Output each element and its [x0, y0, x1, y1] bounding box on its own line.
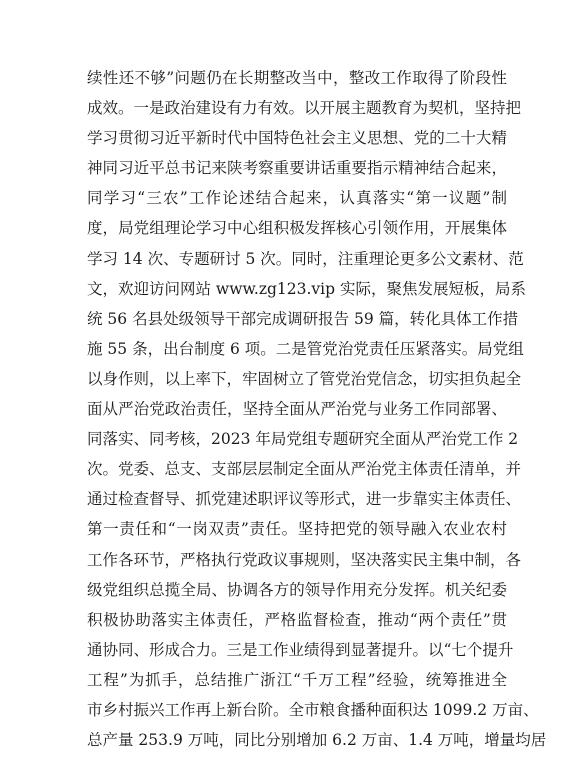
- text-line: 学习贯彻习近平新时代中国特色社会主义思想、党的二十大精: [87, 129, 507, 148]
- text-line: 度，局党组理论学习中心组积极发挥核心引领作用，开展集体: [87, 219, 507, 238]
- text-line: 同学习“三农”工作论述结合起来，认真落实“第一议题”制: [87, 189, 507, 208]
- text-line: 统 56 名县处级领导干部完成调研报告 59 篇，转化具体工作措: [87, 309, 519, 328]
- text-line: 通过检查督导、抓党建述职评议等形式，进一步靠实主体责任、: [87, 490, 522, 509]
- text-line: 神同习近平总书记来陕考察重要讲话重要指示精神结合起来，: [87, 159, 507, 178]
- text-line: 学习 14 次、专题研讨 5 次。同时，注重理论更多公文素材、范: [87, 249, 524, 268]
- text-line: 次。党委、总支、支部层层制定全面从严治党主体责任清单，并: [87, 460, 522, 479]
- text-line: 工作各环节，严格执行党政议事规则，坚决落实民主集中制，各: [87, 550, 522, 569]
- text-line: 工程”为抓手，总结推广浙江“千万工程”经验，统筹推进全: [87, 670, 507, 689]
- text-line: 续性还不够”问题仍在长期整改当中，整改工作取得了阶段性: [87, 69, 507, 87]
- text-line: 级党组织总揽全局、协调各方的领导作用充分发挥。机关纪委: [87, 580, 507, 599]
- text-line: 施 55 条，出台制度 6 项。二是管党治党责任压紧落实。局党组: [87, 339, 524, 358]
- text-line: 成效。一是政治建设有力有效。以开展主题教育为契机，坚持把: [87, 99, 522, 118]
- text-line: 总产量 253.9 万吨，同比分别增加 6.2 万亩、1.4 万吨，增量均居: [87, 731, 547, 750]
- text-line: 通协同、形成合力。三是工作业绩得到显著提升。以“七个提升: [87, 640, 514, 659]
- text-line: 面从严治党政治责任，坚持全面从严治党与业务工作同部署、: [87, 400, 507, 419]
- text-line: 积极协助落实主体责任，严格监督检查，推动“两个责任”贯: [87, 610, 507, 629]
- text-line: 第一责任和“一岗双责”责任。坚持把党的领导融入农业农村: [87, 520, 507, 539]
- text-line: 同落实、同考核，2023 年局党组专题研究全面从严治党工作 2: [87, 430, 519, 449]
- text-line: 市乡村振兴工作再上新台阶。全市粮食播种面积达 1099.2 万亩、: [87, 700, 539, 719]
- text-line: 文，欢迎访问网站 www.zg123.vip 实际，聚焦发展短板，局系: [87, 279, 526, 298]
- text-line: 以身作则，以上率下，牢固树立了管党治党信念，切实担负起全: [87, 369, 522, 388]
- body-text: [87, 63, 547, 755]
